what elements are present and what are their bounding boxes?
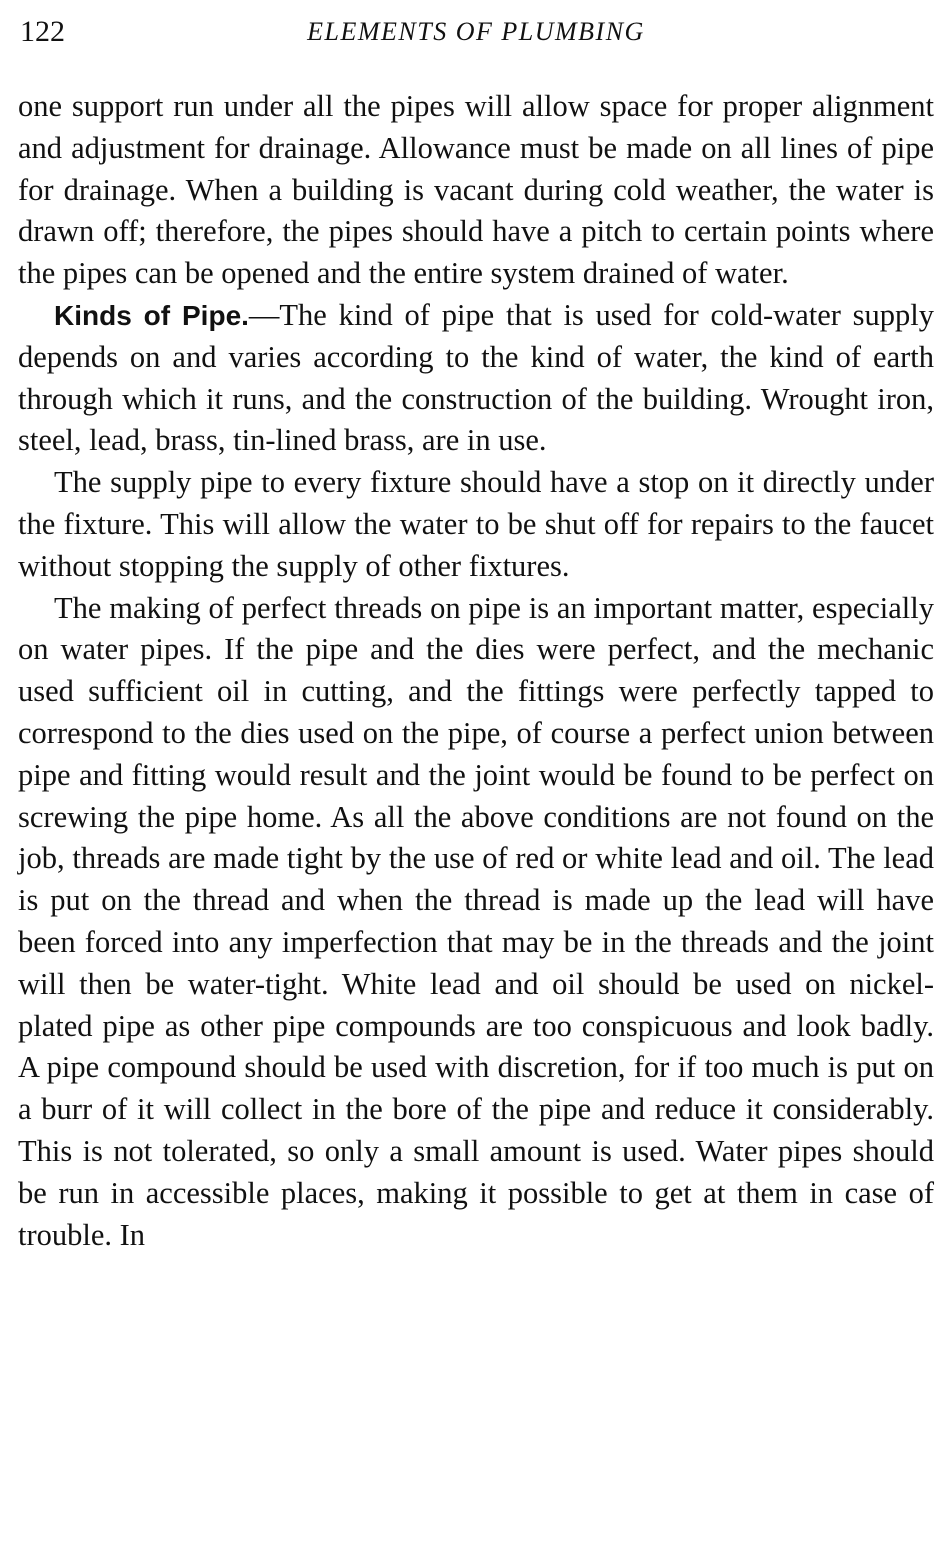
page-number: 122 [20,15,65,48]
body-text [18,86,934,1256]
book-title: ELEMENTS OF PLUMBING [307,17,645,46]
running-head [18,10,934,54]
book-page [18,10,934,1256]
section-heading-kinds-of-pipe: Kinds of Pipe. [54,299,249,331]
paragraph-kinds-of-pipe-text: —The kind of pipe that is used for cold-water supply depends on and varies according to the kind of water, the kind of earth through which it runs, and the construction of the building. Wrought iron, steel, lead, brass, tin-lined brass, are in use. [18,297,934,458]
paragraph-pipe-threads: The making of perfect threads on pipe is an important matter, especially on water pipes. If the pipe and the dies were perfect, and the mechanic used sufficient oil in cutting, and the fittings were perfectly tapped to correspond to the dies used on the pipe, of course a perfect union between pipe and fitting would result and the joint would be found to be perfect on screwing the pipe home. As all the above conditions are not found on the job, threads are made tight by the use of red or white lead and oil. The lead is put on the thread and when the thread is made up the lead will have been forced into any imperfection that may be in the threads and the joint will then be water-tight. White lead and oil should be used on nickel-plated pipe as other pipe compounds are too conspicuous and look badly. A pipe compound should be used with discretion, for if too much is put on a burr of it will collect in the bore of the pipe and reduce it considerably. This is not tolerated, so only a small amount is used. Water pipes should be run in accessible places, making it possible to get at them in case of trouble. In [18,590,934,1252]
paragraph-drainage: one support run under all the pipes will allow space for proper alignment and adjustment for drainage. Allowance must be made on all lines of pipe for drainage. When a building is vacant during cold weather, the water is drawn off; therefore, the pipes should have a pitch to certain points where the pipes can be opened and the entire system drained of water. [18,89,934,291]
paragraph-supply-stop: The supply pipe to every fixture should have a stop on it directly under the fixture. This will allow the water to be shut off for repairs to the faucet without stopping the supply of other fixtures. [18,465,934,583]
paragraph-kinds-of-pipe [18,295,934,462]
